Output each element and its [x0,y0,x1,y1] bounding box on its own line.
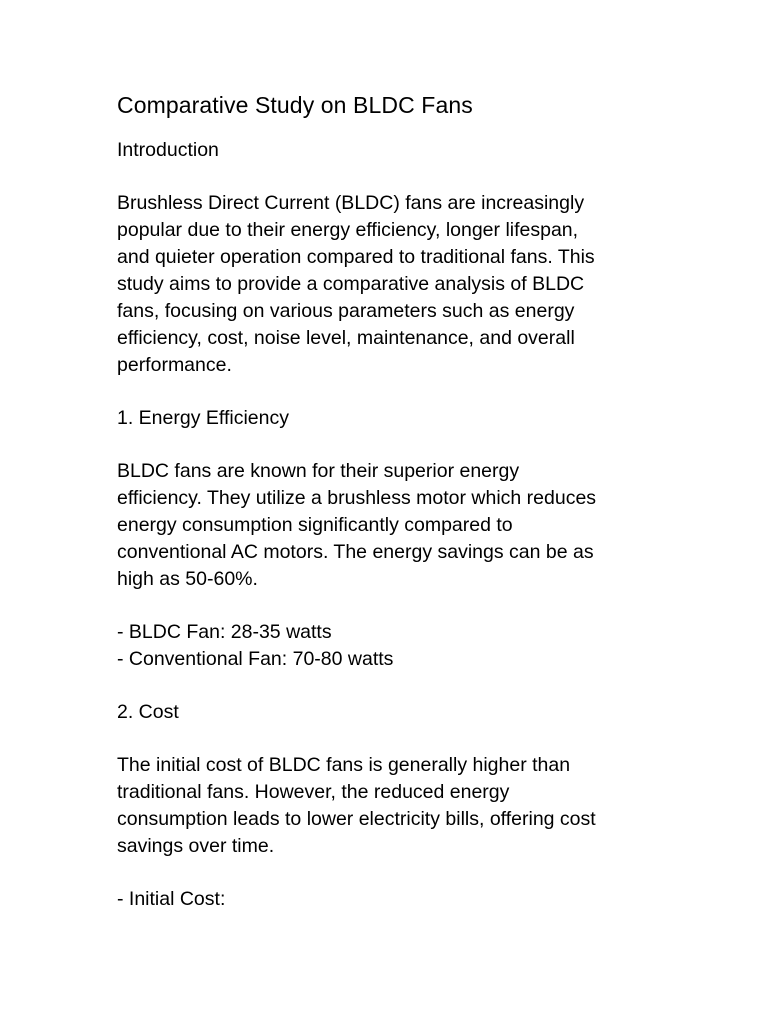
paragraph-line: efficiency. They utilize a brushless motor which reduces [117,487,597,509]
paragraph-line: savings over time. [117,835,275,857]
cost-paragraph [117,752,677,860]
document-title: Comparative Study on BLDC Fans [117,92,473,118]
paragraph-line: study aims to provide a comparative analysis of BLDC [117,273,585,295]
paragraph-line: fans, focusing on various parameters such as energy [117,300,575,322]
paragraph-gap [117,164,677,190]
paragraph-gap [117,593,677,619]
paragraph-line: consumption leads to lower electricity bills, offering cost [117,808,596,830]
list-item: - Conventional Fan: 70-80 watts [117,648,394,670]
list-item: - Initial Cost: [117,888,226,910]
paragraph-line: and quieter operation compared to traditional fans. This [117,246,595,268]
paragraph-gap [117,379,677,405]
paragraph-gap [117,726,677,752]
paragraph-line: Brushless Direct Current (BLDC) fans are increasingly [117,192,585,214]
cost-list [117,886,677,913]
paragraph-line: energy consumption significantly compared to [117,514,513,536]
paragraph-gap [117,432,677,458]
section-heading-cost: 2. Cost [117,701,179,723]
paragraph-line: performance. [117,354,232,376]
section-heading-energy-efficiency: 1. Energy Efficiency [117,407,289,429]
list-item: - BLDC Fan: 28-35 watts [117,621,332,643]
paragraph-line: efficiency, cost, noise level, maintenance, and overall [117,327,575,349]
paragraph-line: high as 50-60%. [117,568,258,590]
energy-efficiency-list [117,619,677,673]
introduction-heading: Introduction [117,139,219,161]
introduction-paragraph [117,190,677,379]
paragraph-line: BLDC fans are known for their superior energy [117,460,520,482]
paragraph-line: traditional fans. However, the reduced energy [117,781,510,803]
paragraph-line: conventional AC motors. The energy savings can be as [117,541,594,563]
paragraph-gap [117,860,677,886]
paragraph-line: The initial cost of BLDC fans is generally higher than [117,754,571,776]
energy-efficiency-paragraph [117,458,677,593]
paragraph-line: popular due to their energy efficiency, longer lifespan, [117,219,579,241]
paragraph-gap [117,673,677,699]
document-body [117,90,677,913]
